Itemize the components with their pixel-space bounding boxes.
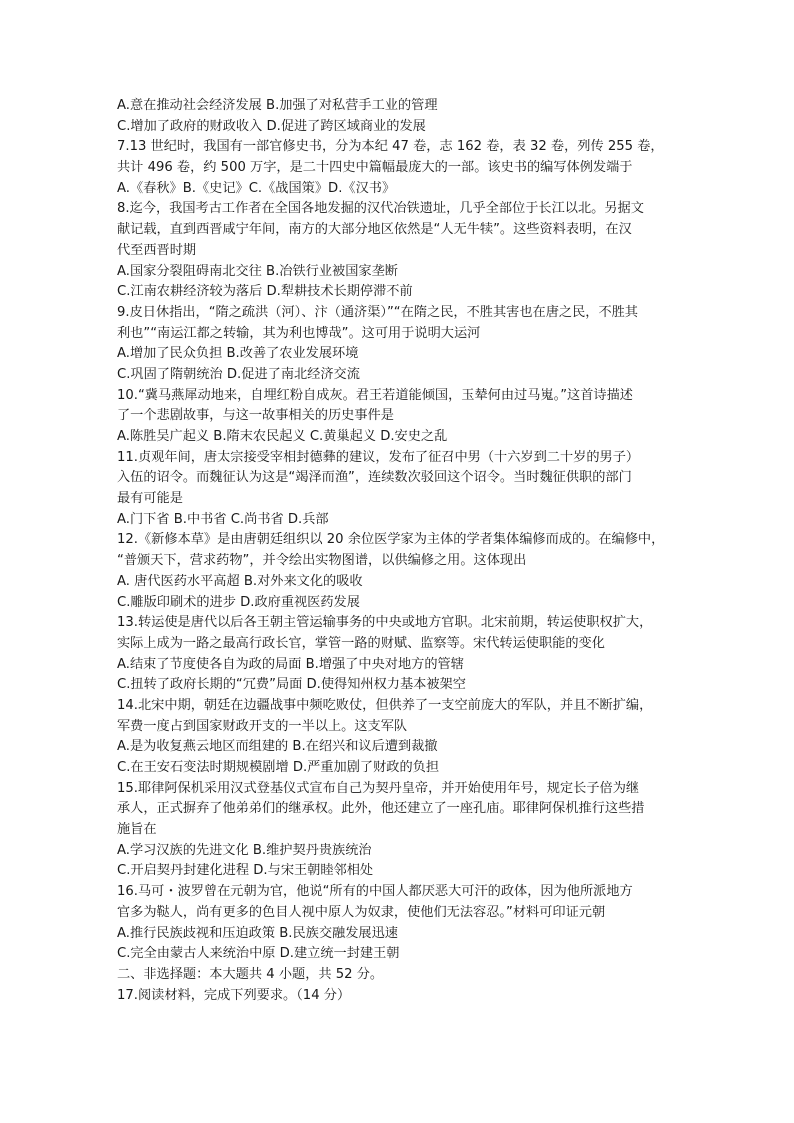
text-line: A.推行民族歧视和压迫政策 B.民族交融发展迅速 bbox=[117, 925, 398, 941]
text-line: C.巩固了隋朝统治 D.促进了南北经济交流 bbox=[117, 366, 360, 382]
text-line: C.开启契丹封建化进程 D.与宋王朝睦邻相处 bbox=[117, 863, 374, 879]
text-line: A.结束了节度使各自为政的局面 B.增强了中央对地方的管辖 bbox=[117, 656, 464, 672]
text-line: 军费一度占到国家财政开支的一半以上。这支军队 bbox=[117, 718, 408, 734]
text-line: 11.贞观年间，唐太宗接受宰相封德彝的建议，发布了征召中男（十六岁到二十岁的男子） bbox=[117, 449, 640, 465]
text-line: 12.《新修本草》是由唐朝廷组织以 20 余位医学家为主体的学者集体编修而成的。在编修中， bbox=[117, 532, 665, 548]
text-line: 官多为鞑人，尚有更多的色目人视中原人为奴隶，使他们无法容忍。”材料可印证元朝 bbox=[117, 904, 606, 920]
text-line: 施旨在 bbox=[117, 822, 157, 838]
section-heading: 二、非选择题：本大题共 4 小题，共 52 分。 bbox=[117, 966, 384, 982]
text-line: 13.转运使是唐代以后各王朝主管运输事务的中央或地方官职。北宋前期，转运使职权扩大， bbox=[117, 615, 653, 631]
text-line: A.陈胜吴广起义 B.隋末农民起义 C.黄巢起义 D.安史之乱 bbox=[117, 429, 448, 444]
text-line: 献记载，直到西晋咸宁年间，南方的大部分地区依然是“人无牛犊”。这些资料表明，在汉 bbox=[117, 222, 632, 238]
text-line: 入伍的诏令。而魏征认为这是“竭泽而渔”，连续数次驳回这个诏令。当时魏征供职的部门 bbox=[117, 470, 632, 486]
text-line: C.增加了政府的财政收入 D.促进了跨区域商业的发展 bbox=[117, 118, 426, 134]
text-line: A.《春秋》B.《史记》C.《战国策》D.《汉书》 bbox=[117, 180, 396, 196]
text-line: C.江南农耕经济较为落后 D.犁耕技术长期停滞不前 bbox=[117, 284, 413, 300]
text-line: 15.耶律阿保机采用汉式登基仪式宣布自己为契丹皇帝，并开始使用年号，规定长子倍为继 bbox=[117, 780, 640, 796]
text-line: 利也”“南运江都之转输，其为利也博哉”。这可用于说明大运河 bbox=[117, 325, 481, 341]
text-line: 最有可能是 bbox=[117, 491, 183, 507]
text-line: A.意在推动社会经济发展 B.加强了对私营手工业的管理 bbox=[117, 98, 438, 113]
text-line: 10.“冀马燕犀动地来，自埋红粉自成灰。君王若道能倾国，玉辇何由过马嵬。”这首诗描述 bbox=[117, 387, 633, 403]
text-line: “普颁天下，营求药物”，并令绘出实物图谱，以供编修之用。这体现出 bbox=[117, 553, 527, 569]
text-line: C.完全由蒙古人来统治中原 D.建立统一封建王朝 bbox=[117, 946, 400, 962]
text-line: A.国家分裂阻碍南北交往 B.冶铁行业被国家垄断 bbox=[117, 263, 398, 279]
text-line: C.在王安石变法时期规模剧增 D.严重加剧了财政的负担 bbox=[117, 760, 440, 775]
text-line: 16.马可・波罗曾在元朝为官，他说“所有的中国人都厌恶大可汗的政体，因为他所派地方 bbox=[117, 884, 633, 900]
text-line: 了一个悲剧故事，与这一故事相关的历史事件是 bbox=[117, 408, 394, 424]
text-line: A.增加了民众负担 B.改善了农业发展环境 bbox=[117, 346, 359, 362]
text-line: A. 唐代医药水平高超 B.对外来文化的吸收 bbox=[117, 573, 363, 589]
text-line: C.雕版印刷术的进步 D.政府重视医药发展 bbox=[117, 594, 360, 610]
text-line: 实际上成为一路之最高行政长官，掌管一路的财赋、监察等。宋代转运使职能的变化 bbox=[117, 635, 605, 651]
text-line: 共计 496 卷，约 500 万字，是二十四史中篇幅最庞大的一部。该史书的编写体例发端于 bbox=[117, 160, 633, 176]
text-line: C.扭转了政府长期的“冗费”局面 D.使得知州权力基本被架空 bbox=[117, 677, 466, 693]
text-line: 承人，正式摒弃了他弟弟们的继承权。此外，他还建立了一座孔庙。耶律阿保机推行这些措 bbox=[117, 801, 645, 817]
text-line: 代至西晋时期 bbox=[117, 242, 197, 258]
text-line: 8.迄今，我国考古工作者在全国各地发掘的汉代冶铁遗址，几乎全部位于长江以北。另据文 bbox=[117, 201, 644, 217]
text-line: A.是为收复燕云地区而组建的 B.在绍兴和议后遭到裁撤 bbox=[117, 739, 438, 755]
text-line: A.学习汉族的先进文化 B.维护契丹贵族统治 bbox=[117, 842, 372, 858]
exam-page bbox=[117, 96, 683, 1006]
text-line: 7.13 世纪时，我国有一部官修史书，分为本纪 47 卷，志 162 卷，表 32 卷，列传 255 卷， bbox=[117, 139, 664, 155]
question-heading: 17.阅读材料，完成下列要求。（14 分） bbox=[117, 987, 351, 1003]
text-line: A.门下省 B.中书省 C.尚书省 D.兵部 bbox=[117, 511, 329, 527]
text-line: 9.皮日休指出，“隋之疏洪（河）、汴（通济渠）”“在隋之民，不胜其害也在唐之民，不胜其 bbox=[117, 304, 638, 320]
text-line: 14.北宋中期，朝廷在边疆战事中频吃败仗，但供养了一支空前庞大的军队，并且不断扩编， bbox=[117, 697, 653, 713]
